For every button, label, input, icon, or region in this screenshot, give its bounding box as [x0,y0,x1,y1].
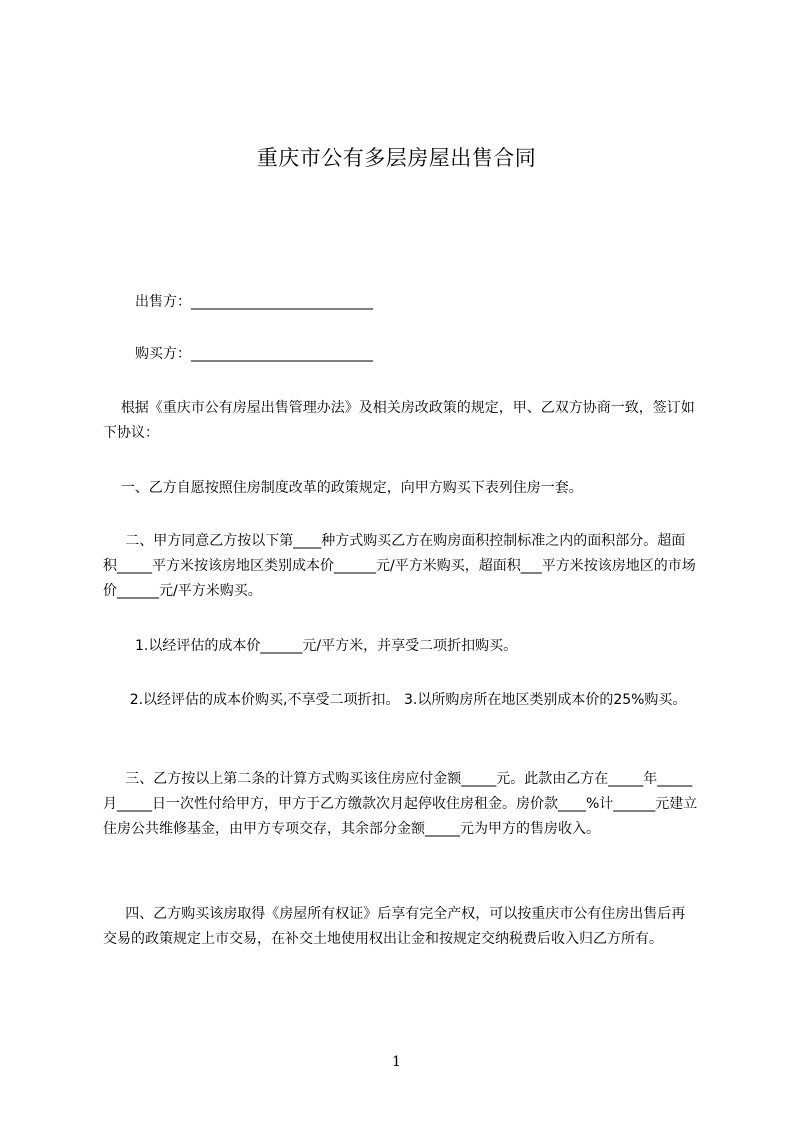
clause-2: 二、甲方同意乙方按以下第____种方式购买乙方在购房面积控制标准之内的面积部分。超面积_____平方米按该房地区类别成本价______元/平方米购买，超面积___平方米按该房地区的市场价______元/平方米购买。 [103,533,696,599]
seller-line: 出售方：__________________________ [135,294,373,310]
option-1: 1.以经评估的成本价______元/平方米，并享受二项折扣购买。 [135,638,518,654]
clause-1: 一、乙方自愿按照住房制度改革的政策规定，向甲方购买下表列住房一套。 [103,480,583,496]
page-title: 重庆市公有多层房屋出售合同 [256,146,537,170]
buyer-line: 购买方：__________________________ [135,346,373,362]
clause-3: 三、乙方按以上第二条的计算方式购买该住房应付金额_____元。此款由乙方在_____年_____月_____日一次性付给甲方，甲方于乙方缴款次月起停收住房租金。房价款____%计______元建立住房公共维修基金，由甲方专项交存，其余部分金额_____元为甲方的售房收入。 [103,771,698,837]
option-2-3: 2.以经评估的成本价购买,不享受二项折扣。 3.以所购房所在地区类别成本价的25%购买。 [103,692,687,708]
intro-paragraph: 根据《重庆市公有房屋出售管理办法》及相关房改政策的规定，甲、乙双方协商一致，签订如下协议： [103,400,695,441]
clause-4: 四、乙方购买该房取得《房屋所有权证》后享有完全产权，可以按重庆市公有住房出售后再交易的政策规定上市交易，在补交土地使用权出让金和按规定交纳税费后收入归乙方所有。 [103,906,686,947]
page-number: 1 [392,1054,401,1070]
